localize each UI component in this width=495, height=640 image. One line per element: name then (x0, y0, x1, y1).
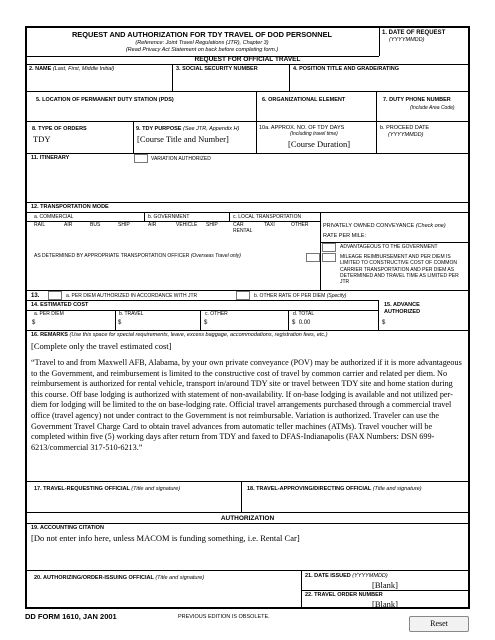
form-number: DD FORM 1610, JAN 2001 (25, 612, 117, 621)
divider (256, 121, 257, 153)
purpose-value[interactable]: [Course Title and Number] (137, 134, 229, 144)
accounting-value[interactable]: [Do not enter info here, unless MACOM is funding something, i.e. Rental Car] (31, 533, 300, 543)
divider (25, 512, 470, 513)
divider (172, 64, 173, 91)
advance-currency[interactable]: $ (382, 320, 386, 326)
phone-label: 7. DUTY PHONE NUMBER (383, 97, 451, 103)
divider (320, 212, 321, 290)
mileage-label: MILEAGE REIMBURSEMENT AND PER DIEM IS LIMITED TO CONSTRUCTIVE COST OF COMMON CARRIER TRANSPORTATION AND PER DIEM AS DETERMINED AND TRAVEL TIME AS LIMITED PER JTR (340, 254, 459, 286)
order-number-value[interactable]: [Blank] (372, 599, 398, 609)
approving-official-label: 18. TRAVEL-APPROVING/DIRECTING OFFICIAL (Title and signature) (247, 486, 422, 492)
section-heading: REQUEST FOR OFFICIAL TRAVEL (194, 56, 301, 63)
proceed-format: (YYYYMMDD) (388, 132, 424, 138)
variation-checkbox[interactable] (134, 154, 148, 163)
divider (25, 570, 470, 571)
position-label: 4. POSITION TITLE AND GRADE/RATING (293, 66, 400, 72)
authorizing-official-label: 20. AUTHORIZING/ORDER-ISSUING OFFICIAL (Title and signature) (34, 575, 205, 581)
cost-per-diem-currency[interactable]: $ (32, 320, 36, 326)
other-rate-checkbox[interactable] (236, 291, 250, 300)
divider (376, 121, 377, 153)
other-rate-label: b. OTHER RATE OF PER DIEM (Specify) (254, 293, 347, 299)
cost-travel-currency[interactable]: $ (118, 320, 122, 326)
local-label: c. LOCAL TRANSPORTATION (233, 214, 302, 220)
divider (320, 242, 470, 243)
purpose-label: 9. TDY PURPOSE (See JTR, Appendix H) (136, 126, 240, 132)
accounting-label: 19. ACCOUNTING CITATION (31, 525, 104, 531)
divider (25, 121, 470, 122)
phone-hint: (Include Area Code) (410, 105, 455, 111)
privacy-note: (Read Privacy Act Statement on back before completing form.) (125, 47, 279, 53)
cost-total-value[interactable]: $ 0.00 (292, 320, 311, 326)
divider (378, 300, 379, 330)
advance-label: 15. ADVANCE AUTHORIZED (384, 302, 421, 315)
days-value[interactable]: [Course Duration] (288, 139, 351, 149)
transport-label: 12. TRANSPORTATION MODE (31, 204, 109, 210)
cost-travel-label: b. TRAVEL (119, 311, 144, 317)
ssn-label: 3. SOCIAL SECURITY NUMBER (176, 66, 258, 72)
date-issued-value[interactable]: [Blank] (372, 580, 398, 590)
form-reference: (Reference: Joint Travel Regulations (JTR), Chapter 3) (135, 40, 269, 46)
reset-button[interactable]: Reset (409, 616, 469, 632)
divider (25, 300, 378, 301)
remarks-text[interactable]: “Travel to and from Maxwell AFB, Alabama, by your own private conveyance (POV) may be authorized if it is more advantageous to the Government, and reimbursement is limited to the constructive cost of travel by common carrier and related per diem. No reimbursement is authorized for rental vehicle, transport in/around TDY site or travel between TDY site and home station during this course. Off base lodging is authorized with statement of non-availability. If on-base lodging is available and not utilized per-diem for lodging will be limited to the on base-lodging rate. Official travel arrangements purchased through a commercial travel office (travel agency) not under contract to the Government is not reimbursable. Variation is authorized. Traveler can use the Government Travel Charge Card to obtain travel advances from automatic teller machines (ATMs). Travel voucher will be completed within five (5) working days after return from TDY and faxed to DFAS-Indianapolis (FAX Numbers: DSN 699-6213/commercial 317-510-6213.” (31, 358, 462, 452)
divider (301, 590, 470, 591)
advantageous-label: ADVANTAGEOUS TO THE GOVERNMENT (340, 244, 438, 250)
org-label: 6. ORGANIZATIONAL ELEMENT (262, 97, 346, 103)
divider (25, 330, 470, 331)
previous-edition-note: PREVIOUS EDITION IS OBSOLETE. (178, 614, 270, 620)
cost-per-diem-label: a. PER DIEM (34, 311, 64, 317)
divider (115, 310, 116, 330)
commercial-label: a. COMMERCIAL (34, 214, 74, 220)
mode-taxi: TAXI (264, 222, 275, 228)
divider (25, 310, 378, 311)
per-diem-jtr-label: a. PER DIEM AUTHORIZED IN ACCORDANCE WITH JTR (66, 293, 198, 299)
divider (25, 64, 470, 65)
mode-gov-ship: SHIP (206, 222, 218, 228)
itinerary-label: 11. ITINERARY (31, 155, 70, 161)
cost-total-label: d. TOTAL (293, 311, 315, 317)
divider (241, 481, 242, 512)
pov-label: PRIVATELY OWNED CONVEYANCE (Check one) (323, 223, 446, 229)
orders-value[interactable]: TDY (33, 134, 51, 144)
determined-checkbox[interactable] (306, 253, 320, 262)
mode-ship: SHIP (118, 222, 130, 228)
divider (289, 64, 290, 91)
divider (144, 212, 145, 221)
divider (25, 523, 470, 524)
mode-air: AIR (64, 222, 73, 228)
divider (379, 26, 380, 56)
cost-other-label: c. OTHER (205, 311, 228, 317)
days-hint: (Including travel time) (290, 131, 338, 137)
pds-label: 5. LOCATION OF PERMANENT DUTY STATION (PDS) (36, 97, 174, 103)
divider (25, 202, 470, 203)
name-label: 2. NAME (Last, First, Middle Initial) (29, 66, 115, 72)
per-diem-jtr-checkbox[interactable] (48, 291, 62, 300)
determined-label: AS DETERMINED BY APPROPRIATE TRANSPORTATION OFFICER (Overseas Travel only) (34, 253, 241, 259)
remarks-label: 16. REMARKS (Use this space for special requirements, leave, excess baggage, accommodations, registration fees, etc.) (31, 332, 328, 338)
per-diem-label: 13. (31, 293, 40, 299)
date-of-request-format: (YYYYMMDD) (389, 37, 425, 43)
variation-label: VARIATION AUTHORIZED (151, 156, 211, 162)
divider (25, 212, 470, 213)
advantageous-checkbox[interactable] (322, 243, 336, 252)
mode-rail: RAIL (34, 222, 46, 228)
rate-per-mile-label: RATE PER MILE: (323, 233, 366, 239)
divider (256, 91, 257, 121)
divider (133, 121, 134, 153)
order-number-label: 22. TRAVEL ORDER NUMBER (305, 592, 383, 598)
mode-bus: BUS (90, 222, 101, 228)
date-of-request-label: 1. DATE OF REQUEST (382, 30, 446, 36)
requesting-official-label: 17. TRAVEL-REQUESTING OFFICIAL (Title and signature) (34, 486, 181, 492)
divider (25, 91, 470, 92)
divider (25, 153, 470, 154)
government-label: b. GOVERNMENT (148, 214, 190, 220)
estimated-cost-label: 14. ESTIMATED COST (31, 302, 89, 308)
date-issued-label: 21. DATE ISSUED (YYYYMMDD) (305, 573, 388, 579)
divider (376, 91, 377, 121)
mode-gov-air: AIR (148, 222, 157, 228)
form-title: REQUEST AND AUTHORIZATION FOR TDY TRAVEL OF DOD PERSONNEL (71, 30, 333, 39)
proceed-label: b. PROCEED DATE (380, 125, 430, 131)
orders-label: 8. TYPE OF ORDERS (32, 126, 87, 132)
mode-car-rental: CAR RENTAL (233, 222, 253, 234)
mileage-checkbox[interactable] (322, 253, 336, 262)
days-label: 10a. APPROX. NO. OF TDY DAYS (259, 125, 345, 131)
divider (229, 212, 230, 221)
mode-other: OTHER (291, 222, 309, 228)
divider (200, 310, 201, 330)
divider (25, 56, 379, 57)
mode-vehicle: VEHICLE (176, 222, 198, 228)
divider (25, 481, 470, 482)
authorization-heading: AUTHORIZATION (220, 515, 275, 522)
remarks-placeholder[interactable]: [Complete only the travel estimated cost] (31, 341, 172, 351)
cost-other-currency[interactable]: $ (204, 320, 208, 326)
divider (288, 310, 289, 330)
